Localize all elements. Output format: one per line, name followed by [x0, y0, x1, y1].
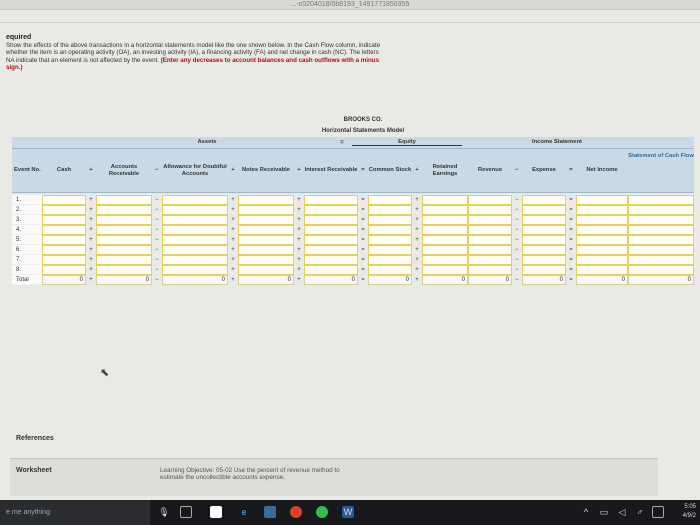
operator-plus: +	[415, 237, 419, 243]
input-cell[interactable]	[42, 225, 86, 235]
op-plus: +	[294, 149, 304, 193]
equals-sign: =	[340, 140, 344, 146]
event-number: 8.	[12, 265, 56, 275]
photos-icon[interactable]	[264, 506, 276, 518]
operator-plus: +	[89, 197, 93, 203]
total-cell: 0	[238, 275, 294, 285]
operator-plus: +	[415, 217, 419, 223]
input-cell[interactable]	[468, 195, 512, 205]
input-cell[interactable]	[576, 215, 628, 225]
col-event: Event No.	[12, 149, 42, 193]
input-cell[interactable]	[468, 215, 512, 225]
operator-plus: +	[231, 237, 235, 243]
input-cell[interactable]	[304, 235, 358, 245]
operator-equals: =	[569, 257, 573, 263]
operator-plus: +	[89, 247, 93, 253]
operator-minus: −	[515, 267, 519, 273]
input-cell[interactable]	[576, 195, 628, 205]
equity-group-label: Equity	[352, 139, 462, 146]
operator-equals: =	[569, 277, 573, 283]
operator-minus: −	[515, 207, 519, 213]
operator-plus: +	[231, 207, 235, 213]
network-icon[interactable]: ▭	[599, 507, 609, 517]
event-number: 2.	[12, 205, 56, 215]
model-title: Horizontal Statements Model	[321, 128, 405, 134]
operator-equals: =	[361, 277, 365, 283]
operator-plus: +	[297, 197, 301, 203]
chrome-icon[interactable]	[290, 506, 302, 518]
op-minus: −	[152, 149, 162, 193]
input-cell[interactable]	[628, 215, 694, 225]
input-cell[interactable]	[522, 205, 566, 215]
input-cell[interactable]	[522, 195, 566, 205]
total-cell: 0	[368, 275, 412, 285]
total-cell: 0	[468, 275, 512, 285]
microphone-icon[interactable]: 🎙	[158, 507, 170, 517]
income-statement-group-label: Income Statement	[532, 139, 582, 145]
input-cell[interactable]	[42, 205, 86, 215]
event-number: 3.	[12, 215, 56, 225]
input-cell[interactable]	[628, 225, 694, 235]
operator-plus: +	[415, 247, 419, 253]
operator-equals: =	[569, 217, 573, 223]
col-common-stock: Common Stock	[368, 149, 412, 193]
instructions-emphasis: (Enter any decreases to account balances and cash outflows with a minus sign.)	[6, 56, 380, 72]
store-icon[interactable]	[210, 506, 222, 518]
input-cell[interactable]	[238, 195, 294, 205]
operator-minus: −	[155, 227, 159, 233]
input-cell[interactable]	[42, 245, 86, 255]
operator-minus: −	[515, 197, 519, 203]
event-row	[12, 215, 694, 225]
operator-plus: +	[297, 267, 301, 273]
col-notes-receivable: Notes Receivable	[238, 149, 294, 193]
operator-minus: −	[515, 217, 519, 223]
input-cell[interactable]	[422, 215, 468, 225]
mouse-cursor-icon: ⬉	[100, 367, 110, 379]
operator-equals: =	[569, 267, 573, 273]
input-cell[interactable]	[162, 265, 228, 275]
input-cell[interactable]	[468, 205, 512, 215]
total-row	[12, 275, 694, 285]
operator-minus: −	[155, 247, 159, 253]
input-cell[interactable]	[522, 255, 566, 265]
operator-plus: +	[297, 217, 301, 223]
col-net-income: Net Income	[576, 149, 628, 193]
input-cell[interactable]	[96, 265, 152, 275]
input-cell[interactable]	[368, 215, 412, 225]
input-cell[interactable]	[422, 265, 468, 275]
operator-minus: −	[515, 237, 519, 243]
input-cell[interactable]	[238, 245, 294, 255]
event-number: 4.	[12, 225, 56, 235]
operator-equals: =	[361, 207, 365, 213]
operator-plus: +	[297, 257, 301, 263]
input-cell[interactable]	[42, 215, 86, 225]
col-revenue: Revenue	[468, 149, 512, 193]
operator-plus: +	[297, 227, 301, 233]
event-row	[12, 205, 694, 215]
operator-plus: +	[89, 227, 93, 233]
spotify-icon[interactable]	[316, 506, 328, 518]
input-cell[interactable]	[42, 255, 86, 265]
event-number: 5.	[12, 235, 56, 245]
op-plus: +	[228, 149, 238, 193]
input-cell[interactable]	[576, 245, 628, 255]
operator-equals: =	[361, 237, 365, 243]
col-interest-receivable: Interest Receivable	[304, 149, 358, 193]
input-cell[interactable]	[576, 225, 628, 235]
input-cell[interactable]	[96, 225, 152, 235]
input-cell[interactable]	[468, 235, 512, 245]
event-row	[12, 265, 694, 275]
input-cell[interactable]	[238, 215, 294, 225]
total-cell: 0	[628, 275, 694, 285]
event-number: 7.	[12, 255, 56, 265]
operator-equals: =	[361, 217, 365, 223]
horizontal-statements-model	[12, 115, 694, 285]
input-cell[interactable]	[162, 235, 228, 245]
operator-plus: +	[89, 207, 93, 213]
col-cash: Cash	[42, 149, 86, 193]
browser-top-strip	[0, 0, 700, 10]
input-cell[interactable]	[162, 225, 228, 235]
operator-plus: +	[415, 257, 419, 263]
input-cell[interactable]	[96, 215, 152, 225]
input-cell[interactable]	[422, 245, 468, 255]
input-cell[interactable]	[304, 205, 358, 215]
input-cell[interactable]	[368, 255, 412, 265]
operator-plus: +	[231, 217, 235, 223]
col-allowance: Allowance for Doubtful Accounts	[162, 149, 228, 193]
input-cell[interactable]	[628, 265, 694, 275]
operator-minus: −	[155, 267, 159, 273]
operator-plus: +	[297, 207, 301, 213]
task-view-icon[interactable]	[180, 506, 192, 518]
input-cell[interactable]	[42, 195, 86, 205]
references-label[interactable]: References	[16, 435, 54, 442]
cortana-search-box[interactable]: e me anything	[0, 500, 150, 525]
operator-equals: =	[361, 247, 365, 253]
input-cell[interactable]	[522, 245, 566, 255]
input-cell[interactable]	[238, 255, 294, 265]
company-name: BROOKS CO.	[343, 117, 383, 123]
input-cell[interactable]	[422, 235, 468, 245]
input-cell[interactable]	[522, 215, 566, 225]
event-row	[12, 255, 694, 265]
people-icon[interactable]: ♂	[636, 507, 644, 517]
input-cell[interactable]	[162, 245, 228, 255]
operator-plus: +	[297, 237, 301, 243]
operator-plus: +	[89, 267, 93, 273]
input-cell[interactable]	[522, 265, 566, 275]
windows-taskbar	[0, 500, 700, 525]
operator-plus: +	[415, 267, 419, 273]
total-cell: 0	[42, 275, 86, 285]
total-cell: 0	[162, 275, 228, 285]
input-cell[interactable]	[368, 225, 412, 235]
input-cell[interactable]	[576, 255, 628, 265]
col-retained-earnings: Retained Earnings	[422, 149, 468, 193]
op-minus: −	[512, 149, 522, 193]
input-cell[interactable]	[422, 205, 468, 215]
required-heading: equired	[6, 34, 32, 41]
operator-equals: =	[569, 247, 573, 253]
operator-plus: +	[89, 237, 93, 243]
system-clock[interactable]	[666, 503, 696, 521]
operator-plus: +	[415, 277, 419, 283]
instructions-block	[6, 34, 386, 72]
clock-time: 5:05	[684, 504, 696, 510]
input-cell[interactable]	[368, 235, 412, 245]
operator-equals: =	[361, 227, 365, 233]
input-cell[interactable]	[162, 215, 228, 225]
operator-equals: =	[361, 197, 365, 203]
total-cell: 0	[522, 275, 566, 285]
input-cell[interactable]	[628, 205, 694, 215]
operator-equals: =	[569, 227, 573, 233]
input-cell[interactable]	[162, 205, 228, 215]
input-cell[interactable]	[304, 265, 358, 275]
event-number: 6.	[12, 245, 56, 255]
operator-minus: −	[155, 237, 159, 243]
learning-objective: Learning Objective: 05-02 Use the percent of revenue method to estimate the uncollectible accounts expense.	[160, 467, 340, 482]
operator-plus: +	[89, 277, 93, 283]
operator-plus: +	[231, 257, 235, 263]
input-cell[interactable]	[42, 235, 86, 245]
operator-plus: +	[297, 247, 301, 253]
divider	[0, 22, 700, 23]
input-cell[interactable]	[162, 195, 228, 205]
operator-minus: −	[155, 217, 159, 223]
input-cell[interactable]	[304, 215, 358, 225]
operator-plus: +	[231, 247, 235, 253]
input-cell[interactable]	[522, 225, 566, 235]
url-fragment: ...-c0204018/0b8193_1491771850355	[290, 1, 410, 8]
input-cell[interactable]	[522, 235, 566, 245]
col-cash-flow: Statement of Cash Flow	[628, 149, 694, 193]
operator-minus: −	[515, 257, 519, 263]
input-cell[interactable]	[238, 235, 294, 245]
total-cell: 0	[96, 275, 152, 285]
chevron-up-icon[interactable]: ^	[583, 507, 589, 517]
input-cell[interactable]	[468, 225, 512, 235]
input-cell[interactable]	[96, 195, 152, 205]
word-icon[interactable]: W	[343, 507, 353, 517]
input-cell[interactable]	[422, 225, 468, 235]
operator-equals: =	[569, 237, 573, 243]
input-cell[interactable]	[304, 195, 358, 205]
input-cell[interactable]	[96, 235, 152, 245]
input-cell[interactable]	[576, 205, 628, 215]
input-cell[interactable]	[368, 195, 412, 205]
worksheet-panel	[10, 458, 658, 496]
operator-plus: +	[415, 227, 419, 233]
input-cell[interactable]	[468, 265, 512, 275]
operator-equals: =	[569, 207, 573, 213]
input-cell[interactable]	[238, 265, 294, 275]
operator-plus: +	[297, 277, 301, 283]
operator-equals: =	[361, 267, 365, 273]
input-cell[interactable]	[42, 265, 86, 275]
total-cell: 0	[576, 275, 628, 285]
operator-plus: +	[89, 217, 93, 223]
operator-minus: −	[155, 197, 159, 203]
event-row	[12, 235, 694, 245]
input-cell[interactable]	[304, 225, 358, 235]
input-cell[interactable]	[628, 195, 694, 205]
input-cell[interactable]	[96, 245, 152, 255]
operator-equals: =	[361, 257, 365, 263]
input-cell[interactable]	[628, 255, 694, 265]
event-number: 1.	[12, 195, 56, 205]
instructions-text: Show the effects of the above transactions in a horizontal statements model like the one shown below. In the Cash Flow column, indicate whether the item is an operating activity (OA), an investing activity (IA), a financing activity (FA) and net change in cash (NC). The letters NA indicate that an element is not affected by the event.	[6, 41, 381, 64]
input-cell[interactable]	[238, 205, 294, 215]
op-equals: =	[566, 149, 576, 193]
input-cell[interactable]	[628, 235, 694, 245]
event-row	[12, 225, 694, 235]
input-cell[interactable]	[576, 265, 628, 275]
op-plus: +	[412, 149, 422, 193]
input-cell[interactable]	[162, 255, 228, 265]
operator-minus: −	[515, 277, 519, 283]
edge-icon[interactable]: e	[241, 507, 247, 517]
input-cell[interactable]	[96, 205, 152, 215]
total-label: Total	[12, 275, 56, 285]
operator-plus: +	[89, 257, 93, 263]
operator-minus: −	[515, 247, 519, 253]
operator-plus: +	[415, 197, 419, 203]
operator-plus: +	[231, 197, 235, 203]
input-cell[interactable]	[368, 265, 412, 275]
operator-minus: −	[155, 277, 159, 283]
input-cell[interactable]	[304, 245, 358, 255]
references-section[interactable]	[10, 428, 650, 450]
operator-plus: +	[231, 277, 235, 283]
input-cell[interactable]	[238, 225, 294, 235]
col-accounts-receivable: Accounts Receivable	[96, 149, 152, 193]
operator-minus: −	[155, 207, 159, 213]
op-plus: +	[86, 149, 96, 193]
operator-minus: −	[155, 257, 159, 263]
operator-plus: +	[231, 227, 235, 233]
event-row	[12, 245, 694, 255]
event-row	[12, 195, 694, 205]
operator-equals: =	[569, 197, 573, 203]
input-cell[interactable]	[422, 255, 468, 265]
input-cell[interactable]	[422, 195, 468, 205]
assets-group-label: Assets	[197, 139, 217, 145]
col-expense: Expense	[522, 149, 566, 193]
total-cell: 0	[422, 275, 468, 285]
op-equals: =	[358, 149, 368, 193]
operator-minus: −	[515, 227, 519, 233]
input-cell[interactable]	[576, 235, 628, 245]
clock-date: 4/9/2	[682, 513, 696, 519]
keyboard-icon[interactable]	[652, 506, 664, 518]
volume-icon[interactable]: ◁	[618, 507, 626, 517]
input-cell[interactable]	[628, 245, 694, 255]
worksheet-label[interactable]: Worksheet	[16, 467, 52, 474]
total-cell: 0	[304, 275, 358, 285]
operator-plus: +	[231, 267, 235, 273]
input-cell[interactable]	[96, 255, 152, 265]
input-cell[interactable]	[368, 245, 412, 255]
input-cell[interactable]	[368, 205, 412, 215]
input-cell[interactable]	[468, 245, 512, 255]
input-cell[interactable]	[304, 255, 358, 265]
operator-plus: +	[415, 207, 419, 213]
input-cell[interactable]	[468, 255, 512, 265]
